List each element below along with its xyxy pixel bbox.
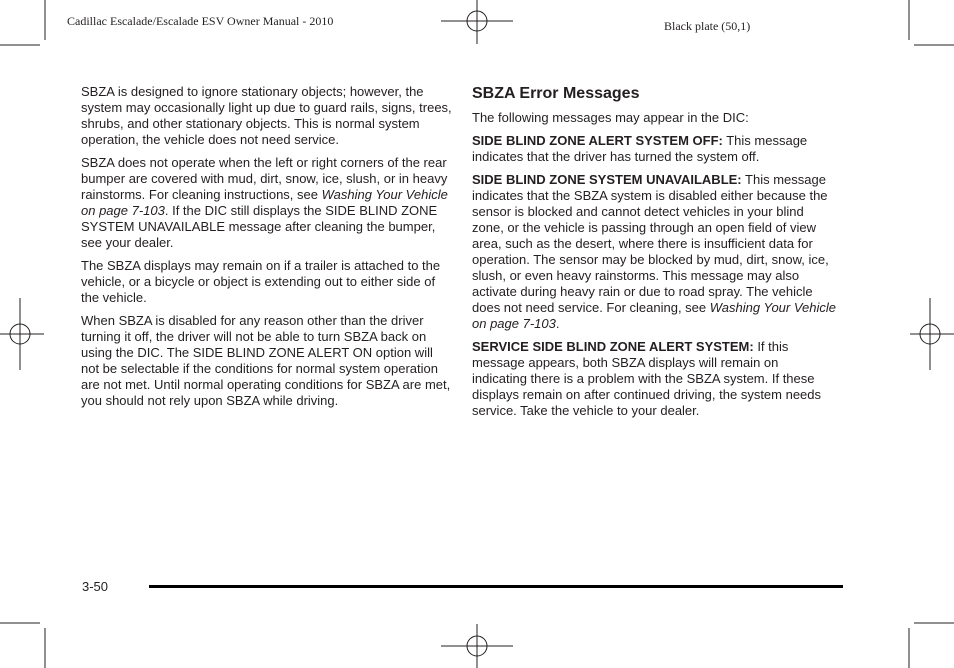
paragraph-disabled: When SBZA is disabled for any reason other than the driver turning it off, the driver will not be able to turn SBZA back on using the DIC. The SIDE BLIND ZONE ALERT ON option will not be selectable if the conditions for normal system operation are not met. Until normal operating conditions for SBZA are met, you should not rely upon SBZA while driving.	[81, 313, 451, 408]
manual-title: Cadillac Escalade/Escalade ESV Owner Manual - 2010	[67, 14, 334, 28]
message-label: SIDE BLIND ZONE SYSTEM UNAVAILABLE:	[472, 172, 742, 187]
paragraph-stationary-objects: SBZA is designed to ignore stationary objects; however, the system may occasionally light up due to guard rails, signs, trees, shrubs, and other stationary objects. This is normal system operation, the vehicle does not need service.	[81, 84, 452, 147]
intro-text: The following messages may appear in the DIC:	[472, 110, 749, 125]
message-text: If this message appears, both SBZA displays will remain on indicating there is a problem with the SBZA system. If these displays remain on after continued driving, the system needs service. Take the vehicle to your dealer.	[472, 339, 822, 418]
section-heading: SBZA Error Messages	[472, 85, 640, 102]
page-number: 3-50	[82, 579, 109, 594]
paragraph-text: . If the DIC still displays the SIDE BLIND ZONE SYSTEM UNAVAILABLE message after cleaning the bumper, see your dealer.	[81, 203, 438, 250]
message-text-end: .	[555, 316, 560, 331]
cross-reference: Washing Your Vehicle on page 7-103	[81, 187, 448, 218]
paragraph-trailer: The SBZA displays may remain on if a trailer is attached to the vehicle, or a bicycle or object is extending out to either side of the vehicle.	[81, 258, 441, 305]
message-label: SIDE BLIND ZONE ALERT SYSTEM OFF:	[472, 133, 723, 148]
right-column	[472, 84, 836, 426]
message-system-unavailable	[472, 172, 836, 332]
plate-label: Black plate (50,1)	[664, 19, 751, 33]
message-label: SERVICE SIDE BLIND ZONE ALERT SYSTEM:	[472, 339, 754, 354]
message-text: This message indicates that the SBZA system is disabled either because the sensor is blocked and cannot detect vehicles in your blind zone, or the vehicle is passing through an open field of view area, such as the desert, where there is insufficient data for operation. The sensor may be blocked by mud, dirt, snow, ice, slush, or even heavy rainstorms. This message may also activate during heavy rain or due to road spray. The vehicle does not need service. For cleaning, see	[472, 172, 829, 315]
message-service-system	[472, 339, 836, 419]
paragraph-text: SBZA does not operate when the left or right corners of the rear bumper are covered with mud, dirt, snow, ice, slush, or in heavy rainstorms. For cleaning instructions, see	[81, 155, 448, 202]
message-text: This message indicates that the driver has turned the system off.	[472, 133, 808, 164]
left-column	[81, 84, 453, 416]
message-alert-system-off	[472, 133, 836, 165]
paragraph-bumper-covered	[81, 155, 453, 251]
cross-reference: Washing Your Vehicle on page 7-103	[472, 300, 836, 331]
footer-rule	[149, 585, 843, 588]
